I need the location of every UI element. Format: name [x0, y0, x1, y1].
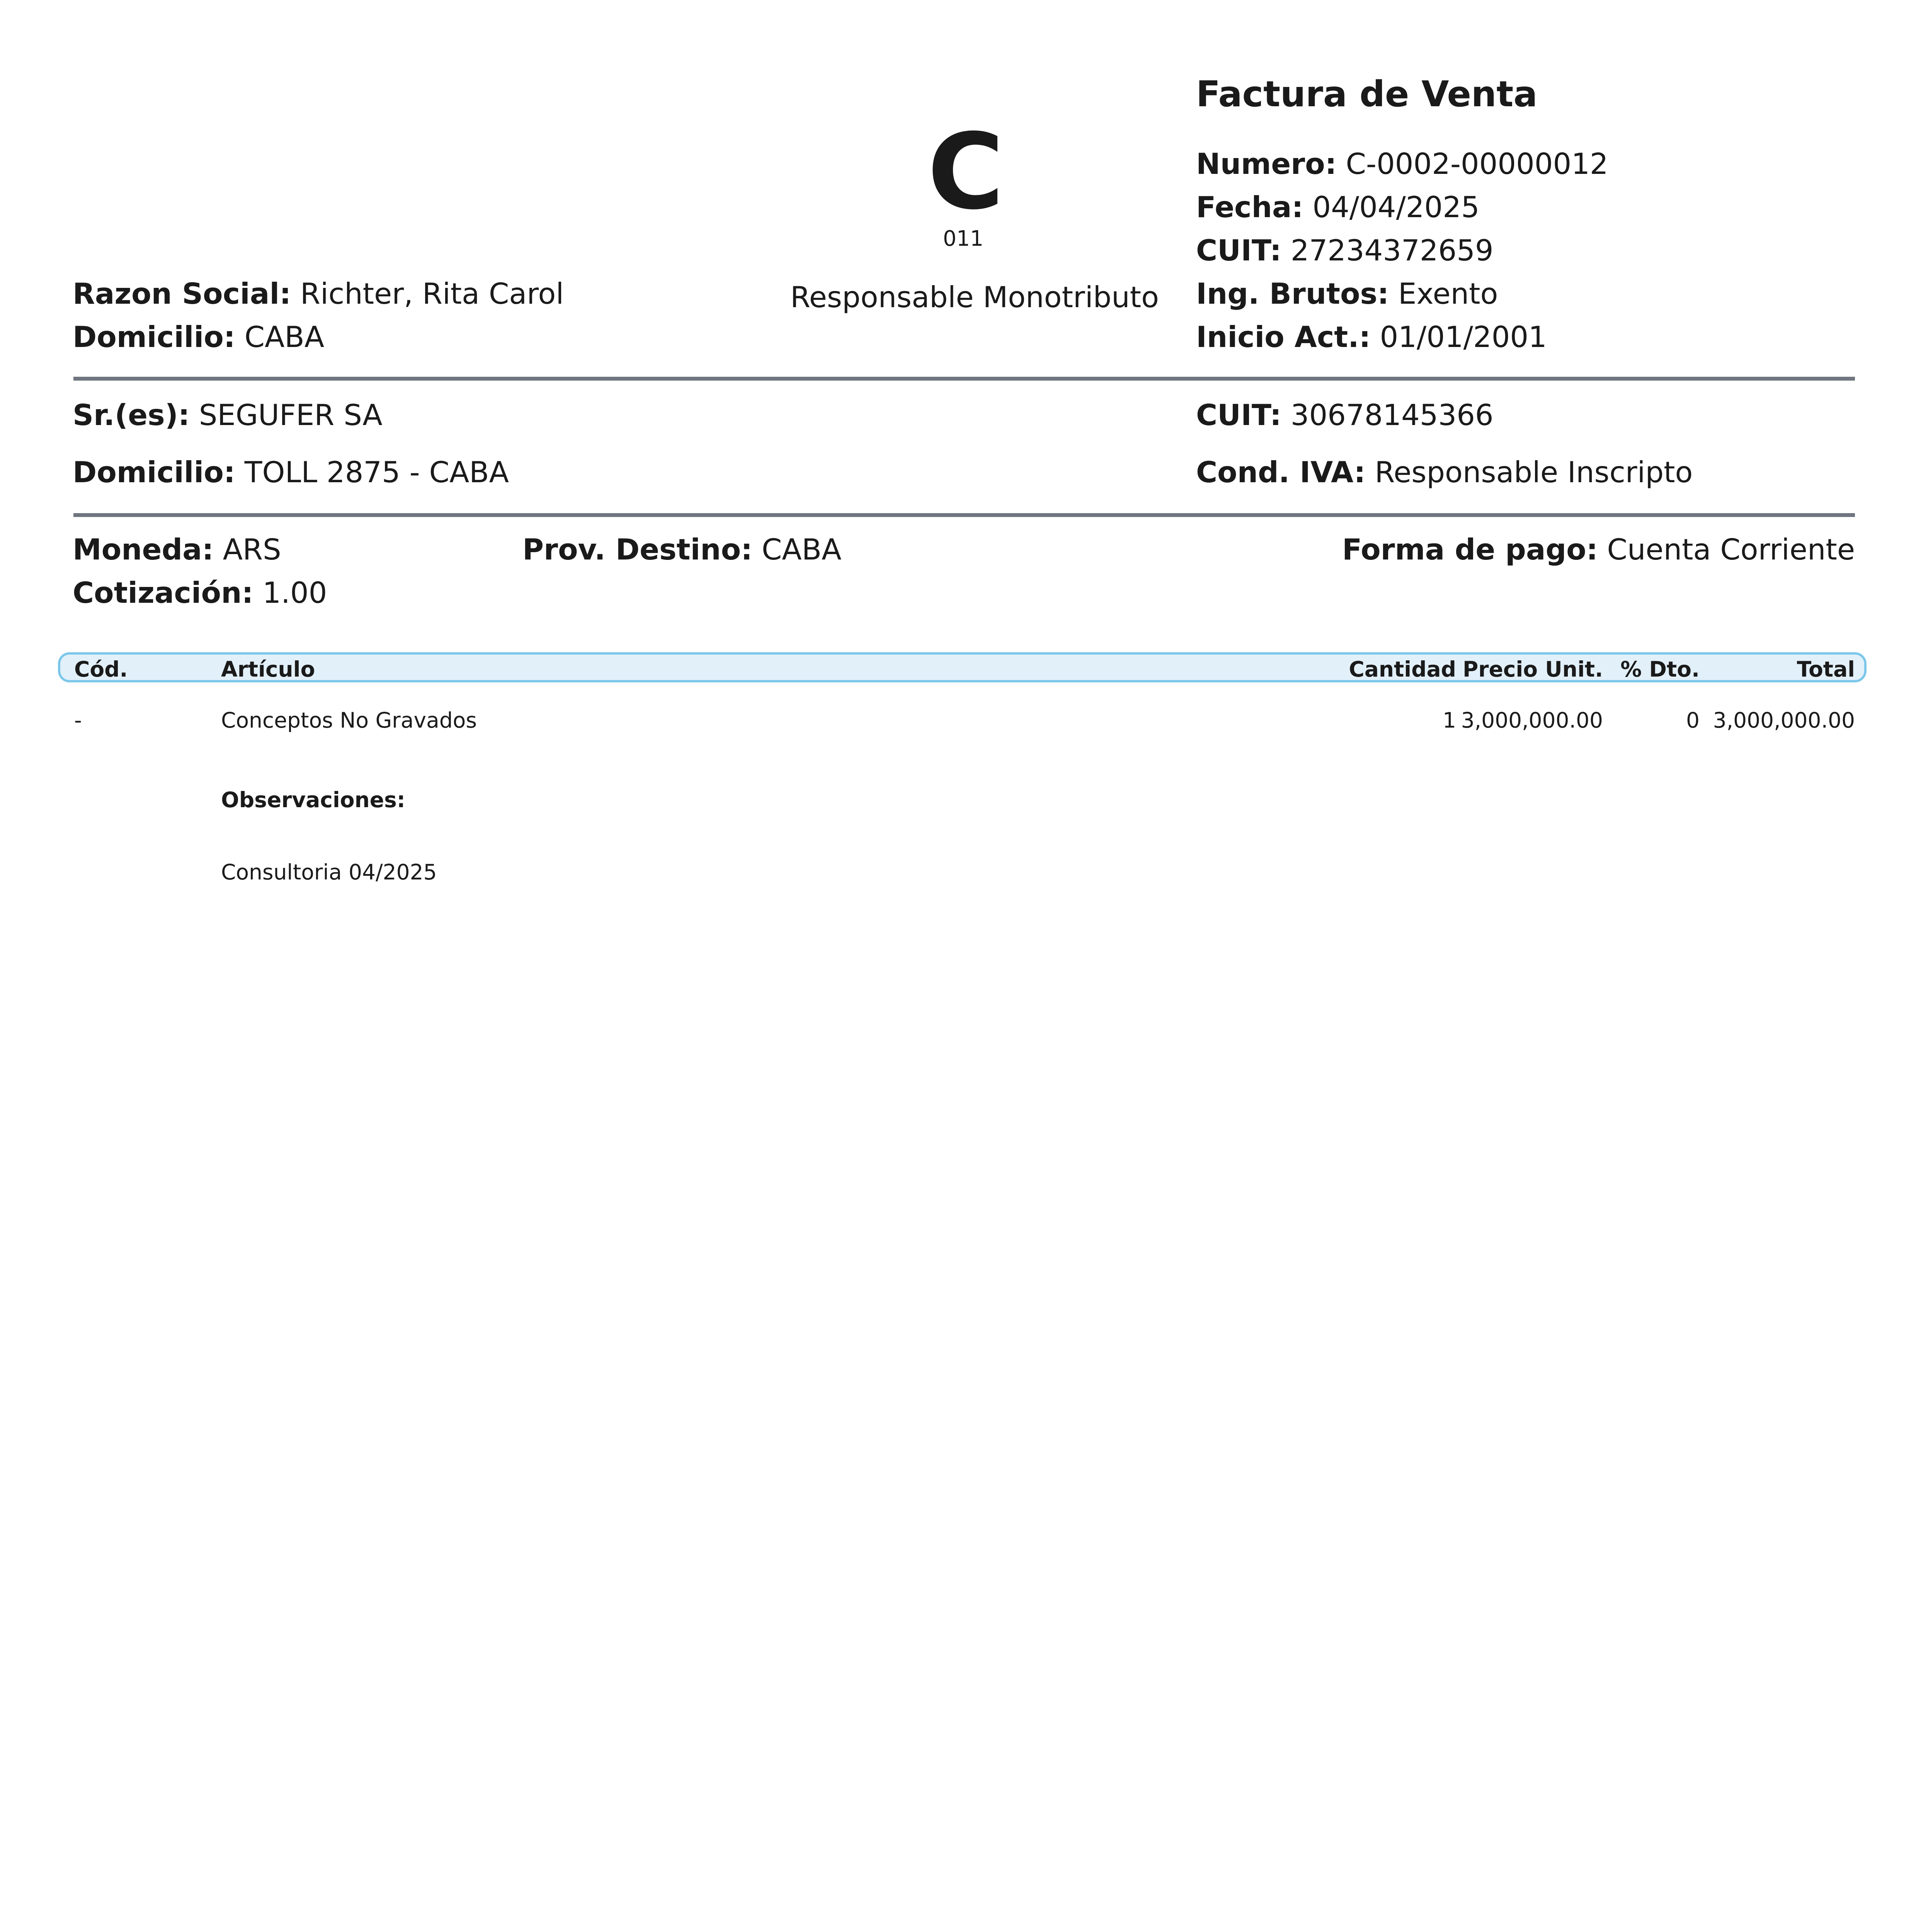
divider-header [73, 377, 1855, 381]
invoice-number: Numero: C-0002-00000012 [1196, 147, 1608, 181]
row-articulo: Conceptos No Gravados [221, 708, 477, 733]
observaciones-text: Consultoria 04/2025 [221, 860, 437, 884]
document-title: Factura de Venta [1196, 73, 1538, 115]
client-cond-iva: Cond. IVA: Responsable Inscripto [1196, 455, 1693, 489]
row-cod: - [74, 708, 82, 733]
row-total: 3,000,000.00 [1713, 708, 1855, 733]
client-name: Sr.(es): SEGUFER SA [73, 398, 383, 432]
issuer-cuit: CUIT: 27234372659 [1196, 233, 1494, 267]
column-header-total: Total [1797, 657, 1855, 682]
issuer-condicion: Responsable Monotributo [790, 280, 1159, 314]
client-cuit: CUIT: 30678145366 [1196, 398, 1494, 432]
client-domicilio: Domicilio: TOLL 2875 - CABA [73, 455, 509, 489]
divider-client [73, 513, 1855, 517]
invoice-letter-code: 011 [943, 226, 984, 251]
column-header-dto: % Dto. [1620, 657, 1700, 682]
provincia-destino: Prov. Destino: CABA [522, 532, 842, 566]
column-header-articulo: Artículo [221, 657, 315, 682]
inicio-actividades: Inicio Act.: 01/01/2001 [1196, 320, 1547, 354]
issuer-domicilio: Domicilio: CABA [73, 320, 325, 354]
observaciones-label: Observaciones: [221, 787, 405, 812]
column-header-cod: Cód. [74, 657, 128, 682]
moneda: Moneda: ARS [73, 532, 281, 566]
cotizacion: Cotización: 1.00 [73, 576, 327, 610]
row-precio: 3,000,000.00 [1461, 708, 1603, 733]
row-dto: 0 [1686, 708, 1700, 733]
invoice-date: Fecha: 04/04/2025 [1196, 190, 1480, 224]
column-header-cantidad: Cantidad [1349, 657, 1456, 682]
forma-de-pago: Forma de pago: Cuenta Corriente [1342, 532, 1855, 566]
issuer-razon-social: Razon Social: Richter, Rita Carol [73, 277, 564, 311]
column-header-precio: Precio Unit. [1463, 657, 1603, 682]
invoice-letter: C [927, 111, 1004, 233]
row-cantidad: 1 [1443, 708, 1456, 733]
ingresos-brutos: Ing. Brutos: Exento [1196, 277, 1498, 311]
